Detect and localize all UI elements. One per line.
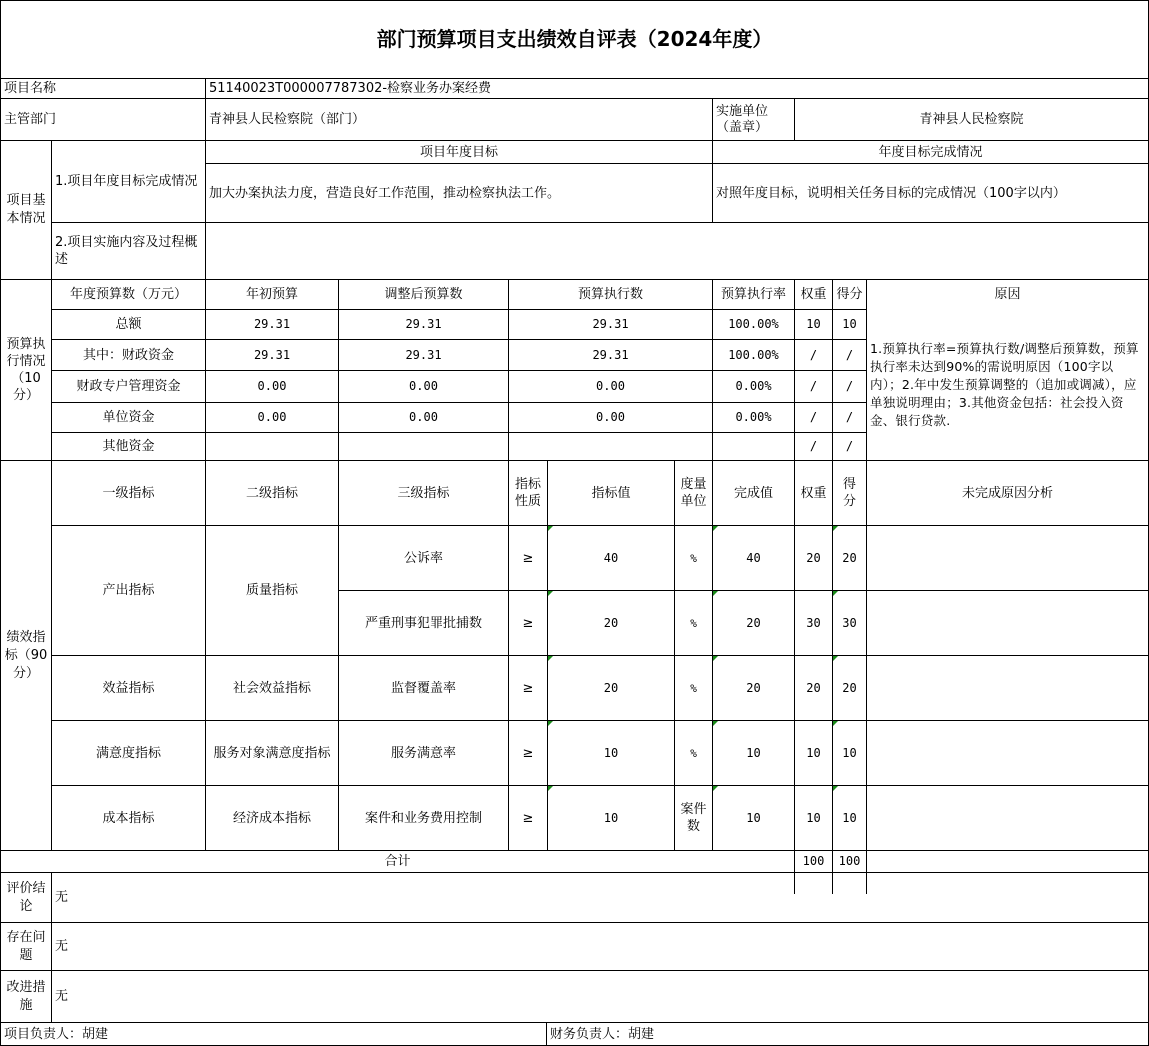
conclusion-label: 评价结论 bbox=[6, 880, 46, 914]
budget-row-label: 财政专户管理资金 bbox=[76, 379, 181, 394]
perf-header-score: 得分 bbox=[842, 477, 856, 509]
project-name-label: 项目名称 bbox=[4, 81, 57, 96]
cell-flag-icon bbox=[548, 526, 553, 531]
budget-row-initial: 0.00 bbox=[257, 379, 287, 393]
indicator-actual: 20 bbox=[746, 680, 761, 695]
perf-header-weight: 权重 bbox=[800, 485, 827, 501]
indicator-weight: 10 bbox=[806, 810, 821, 825]
indicator-reason bbox=[867, 526, 1148, 590]
cell-flag-icon bbox=[713, 591, 718, 596]
budget-header-reason: 原因 bbox=[994, 287, 1021, 302]
total-weight: 100 bbox=[802, 854, 825, 868]
budget-header-annual: 年度预算数（万元） bbox=[69, 287, 187, 302]
budget-row-rate: 0.00% bbox=[735, 410, 772, 424]
budget-row-score: / bbox=[845, 379, 854, 393]
indicator-nature: ≥ bbox=[522, 745, 534, 761]
level3-indicator: 案件和业务费用控制 bbox=[364, 810, 482, 826]
cell-flag-icon bbox=[833, 721, 838, 726]
budget-row-executed: 29.31 bbox=[592, 317, 629, 331]
basic-section-label: 项目基本情况 bbox=[6, 193, 46, 226]
completion-header: 年度目标完成情况 bbox=[878, 144, 983, 160]
indicator-unit: % bbox=[690, 681, 697, 695]
budget-row-weight: 10 bbox=[806, 317, 821, 331]
cell-flag-icon bbox=[548, 591, 553, 596]
budget-row-label: 其他资金 bbox=[102, 439, 155, 454]
finance-lead: 财务负责人：胡建 bbox=[550, 1026, 655, 1042]
budget-row-weight: / bbox=[809, 439, 818, 453]
indicator-weight: 20 bbox=[806, 550, 821, 565]
budget-row-score: / bbox=[845, 410, 854, 424]
indicator-score: 10 bbox=[842, 810, 857, 825]
level3-indicator: 严重刑事犯罪批捕数 bbox=[364, 615, 482, 631]
cell-flag-icon bbox=[713, 656, 718, 661]
level3-indicator: 公诉率 bbox=[403, 550, 443, 566]
budget-row-executed: 0.00 bbox=[596, 379, 625, 393]
cell-flag-icon bbox=[713, 786, 718, 791]
completion-text: 对照年度目标，说明相关任务目标的完成情况（100字以内） bbox=[716, 185, 1066, 201]
perf-header-level3: 三级指标 bbox=[397, 485, 450, 501]
budget-header-weight: 权重 bbox=[800, 287, 827, 302]
budget-row-adjusted: 0.00 bbox=[409, 410, 438, 424]
level3-indicator: 服务满意率 bbox=[390, 745, 456, 761]
annual-goal-text: 加大办案执法力度，营造良好工作范围，推动检察执法工作。 bbox=[209, 185, 561, 201]
perf-header-actual: 完成值 bbox=[733, 485, 773, 501]
cell-flag-icon bbox=[833, 786, 838, 791]
cell-flag-icon bbox=[548, 721, 553, 726]
indicator-target: 40 bbox=[603, 550, 619, 565]
budget-row-executed bbox=[509, 433, 712, 460]
budget-row-score: / bbox=[845, 347, 854, 362]
budget-row-executed: 0.00 bbox=[596, 410, 625, 424]
cell-flag-icon bbox=[548, 656, 553, 661]
budget-row-rate: 100.00% bbox=[728, 347, 779, 362]
cell-flag-icon bbox=[833, 526, 838, 531]
budget-row-adjusted bbox=[339, 433, 508, 460]
level2-indicator: 质量指标 bbox=[245, 583, 298, 598]
project-lead: 项目负责人：胡建 bbox=[4, 1026, 109, 1042]
improvements-label: 改进措施 bbox=[6, 979, 46, 1013]
budget-header-rate: 预算执行率 bbox=[720, 287, 786, 302]
goal-completion-label: 1.项目年度目标完成情况 bbox=[55, 174, 198, 189]
implementation-process-label: 2.项目实施内容及过程概述 bbox=[55, 235, 198, 267]
problems-label: 存在问题 bbox=[6, 929, 46, 963]
indicator-target: 10 bbox=[603, 810, 619, 825]
total-score: 100 bbox=[838, 854, 861, 868]
budget-row-weight: / bbox=[809, 347, 818, 362]
cell-flag-icon bbox=[713, 526, 718, 531]
indicator-reason bbox=[867, 786, 1148, 850]
indicator-target: 20 bbox=[603, 615, 619, 630]
indicator-unit: 案件数 bbox=[680, 802, 707, 834]
indicator-target: 20 bbox=[603, 680, 619, 695]
budget-header-score: 得分 bbox=[836, 287, 863, 302]
budget-row-adjusted: 0.00 bbox=[409, 379, 438, 393]
budget-row-weight: / bbox=[809, 379, 818, 393]
budget-section-label: 预算执行情况（10分） bbox=[6, 337, 46, 403]
cell-flag-icon bbox=[833, 656, 838, 661]
budget-row-label: 单位资金 bbox=[102, 410, 155, 425]
level3-indicator: 监督覆盖率 bbox=[390, 680, 456, 696]
level1-indicator: 成本指标 bbox=[102, 810, 155, 826]
page-title: 部门预算项目支出绩效自评表（2024年度） bbox=[376, 27, 773, 51]
budget-row-initial: 29.31 bbox=[253, 347, 291, 362]
annual-goal-header: 项目年度目标 bbox=[419, 144, 498, 160]
project-name-value: 51140023T000007787302-检察业务办案经费 bbox=[209, 81, 492, 96]
budget-row-label: 总额 bbox=[115, 317, 142, 332]
budget-header-executed: 预算执行数 bbox=[577, 287, 643, 302]
indicator-reason bbox=[867, 721, 1148, 785]
budget-row-rate bbox=[713, 433, 794, 460]
level1-indicator: 满意度指标 bbox=[95, 745, 161, 761]
level1-indicator: 产出指标 bbox=[102, 583, 155, 598]
indicator-nature: ≥ bbox=[522, 810, 534, 826]
indicator-nature: ≥ bbox=[522, 615, 534, 631]
indicator-score: 20 bbox=[842, 550, 857, 565]
indicator-actual: 10 bbox=[746, 745, 761, 760]
level2-indicator: 服务对象满意度指标 bbox=[213, 745, 331, 761]
budget-row-score: 10 bbox=[842, 317, 857, 331]
budget-row-score: / bbox=[845, 439, 854, 453]
indicator-actual: 20 bbox=[746, 615, 761, 630]
budget-row-adjusted: 29.31 bbox=[405, 347, 442, 362]
department-value: 青神县人民检察院（部门） bbox=[209, 112, 366, 127]
indicator-unit: % bbox=[690, 746, 697, 760]
budget-header-initial: 年初预算 bbox=[245, 287, 298, 302]
indicator-score: 20 bbox=[842, 680, 857, 695]
indicator-unit: % bbox=[690, 551, 697, 565]
implementing-unit-label: 实施单位（盖章） bbox=[716, 103, 769, 135]
cell-flag-icon bbox=[713, 721, 718, 726]
perf-header-unit: 度量单位 bbox=[680, 477, 707, 509]
level1-indicator: 效益指标 bbox=[102, 680, 155, 696]
improvements-value: 无 bbox=[55, 989, 69, 1004]
budget-row-initial: 29.31 bbox=[253, 317, 291, 331]
total-label: 合计 bbox=[384, 854, 411, 869]
problems-value: 无 bbox=[55, 939, 69, 954]
indicator-weight: 10 bbox=[806, 745, 821, 760]
indicator-target: 10 bbox=[603, 745, 619, 760]
budget-row-initial: 0.00 bbox=[257, 410, 287, 424]
perf-header-level2: 二级指标 bbox=[245, 485, 298, 501]
cell-flag-icon bbox=[548, 786, 553, 791]
budget-row-rate: 100.00% bbox=[728, 317, 779, 331]
perf-header-level1: 一级指标 bbox=[102, 485, 155, 501]
indicator-weight: 30 bbox=[806, 615, 821, 630]
indicator-reason bbox=[867, 656, 1148, 720]
indicator-actual: 40 bbox=[746, 550, 761, 565]
indicator-score: 30 bbox=[842, 615, 857, 630]
indicator-nature: ≥ bbox=[522, 680, 534, 696]
implementation-process-text bbox=[206, 223, 1148, 279]
department-label: 主管部门 bbox=[4, 112, 57, 127]
budget-row-adjusted: 29.31 bbox=[405, 317, 442, 331]
budget-row-weight: / bbox=[809, 410, 818, 424]
budget-header-adjusted: 调整后预算数 bbox=[384, 287, 463, 302]
indicator-unit: % bbox=[690, 616, 697, 630]
perf-header-reason: 未完成原因分析 bbox=[961, 485, 1053, 501]
indicator-actual: 10 bbox=[746, 810, 761, 825]
budget-reason-text: 1.预算执行率=预算执行数/调整后预算数，预算执行率未达到90%的需说明原因（100字以内）；2.年中发生预算调整的（追加或调减），应单独说明理由；3.其他资金包括：社会投入资金、银行贷款. bbox=[870, 341, 1139, 428]
perf-header-target: 指标值 bbox=[591, 485, 631, 501]
cell-flag-icon bbox=[833, 591, 838, 596]
indicator-nature: ≥ bbox=[522, 550, 534, 566]
performance-section-label: 绩效指标（90分） bbox=[4, 629, 48, 681]
level2-indicator: 社会效益指标 bbox=[232, 680, 311, 696]
conclusion-value: 无 bbox=[55, 890, 69, 905]
implementing-unit-value: 青神县人民检察院 bbox=[919, 112, 1024, 127]
indicator-weight: 20 bbox=[806, 680, 821, 695]
budget-row-initial bbox=[206, 433, 338, 460]
budget-row-executed: 29.31 bbox=[592, 347, 629, 362]
budget-row-label: 其中：财政资金 bbox=[82, 347, 174, 363]
indicator-reason bbox=[867, 591, 1148, 655]
level2-indicator: 经济成本指标 bbox=[232, 810, 311, 826]
perf-header-nature: 指标性质 bbox=[514, 477, 541, 509]
budget-row-rate: 0.00% bbox=[735, 379, 772, 393]
indicator-score: 10 bbox=[842, 745, 857, 760]
